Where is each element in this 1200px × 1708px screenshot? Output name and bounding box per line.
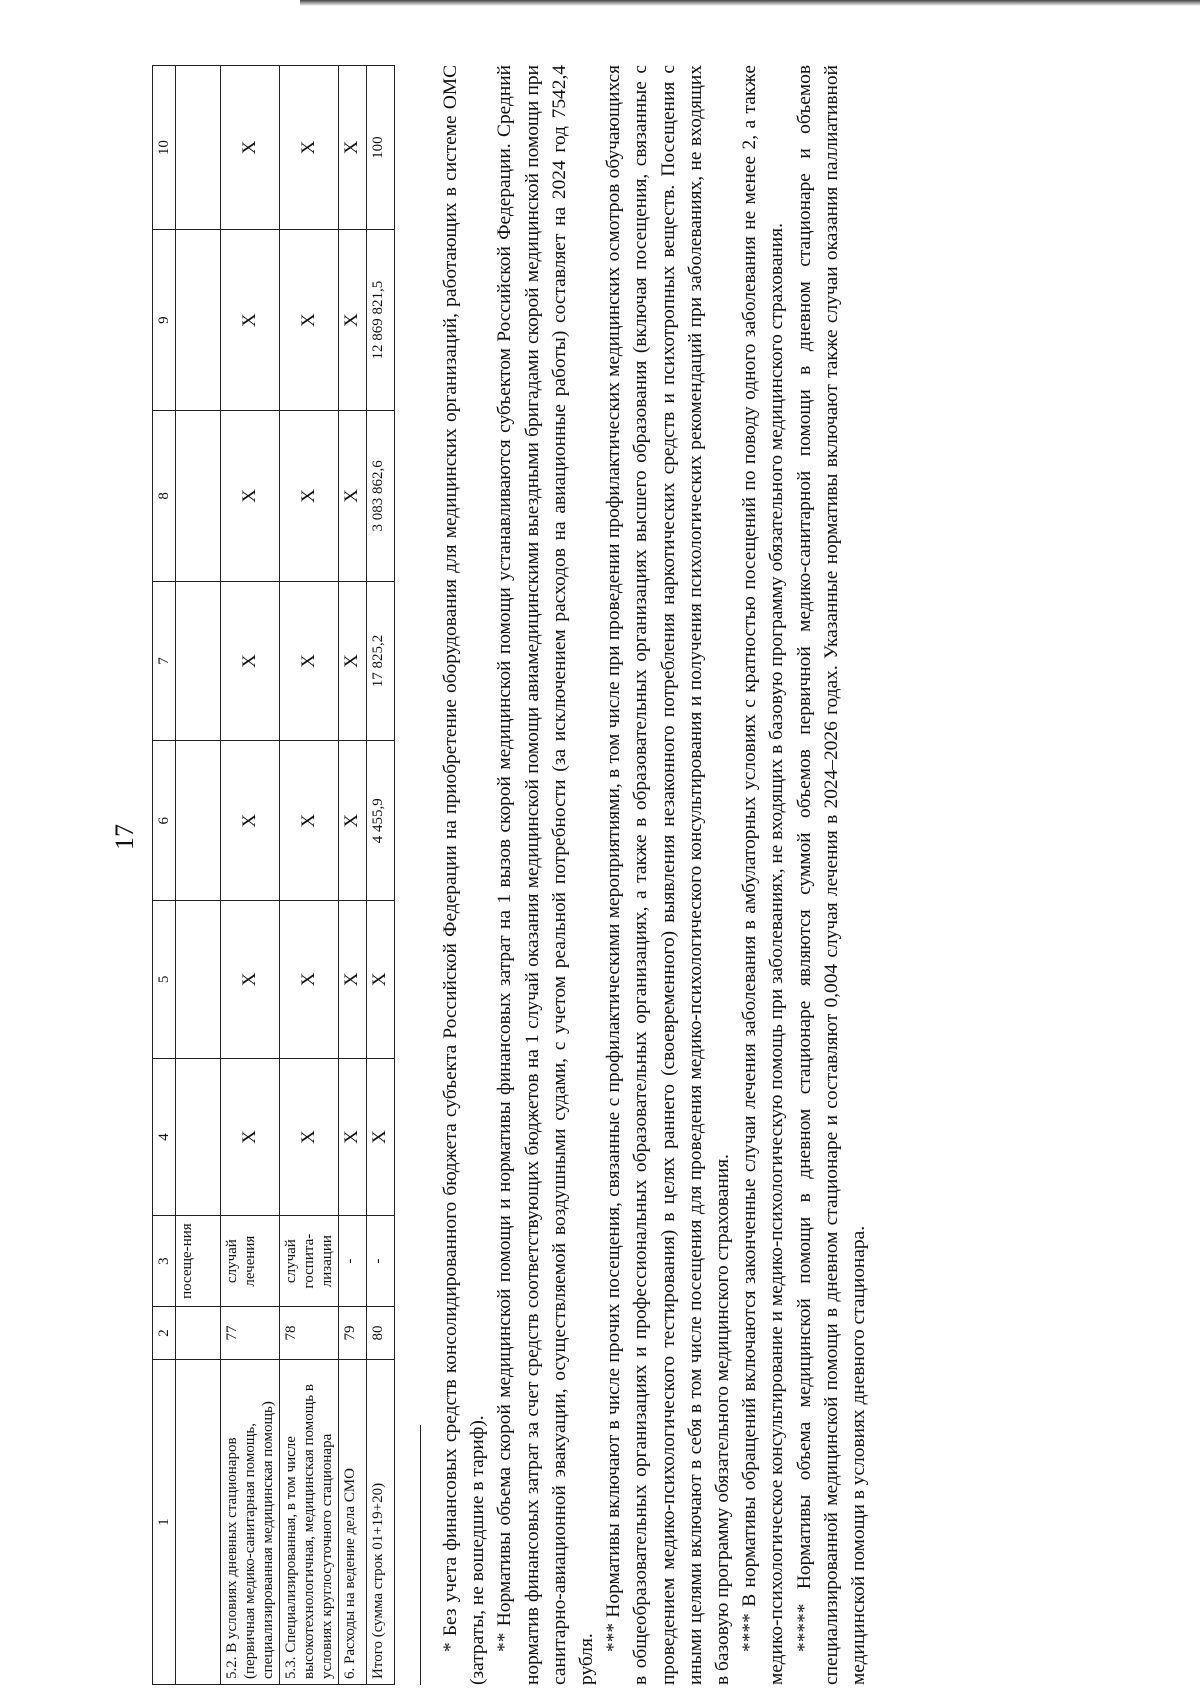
value-cell: X — [221, 581, 280, 741]
value-cell: X — [280, 901, 339, 1059]
value-cell: X — [221, 741, 280, 901]
value-cell: X — [339, 230, 367, 411]
row-name: Итого (сумма строк 01+19+20) — [366, 1360, 394, 1685]
value-cell: X — [339, 741, 367, 901]
header-cell: 1 — [153, 1360, 176, 1685]
row-name: 6. Расходы на ведение дела СМО — [339, 1360, 367, 1685]
footnote: ***** Нормативы объема медицинской помощи в дневном стационаре являются суммой объемов первичной медико-санитарной помощи в дневном стационаре и объемов специализированной медицинской помощи в дневном стационаре и составляют 0,004 случая лечения в 2024–2026 годах. Указанные нормативы включают также случаи оказания паллиативной медицинской помощи в условиях дневного стационара. — [793, 65, 870, 1685]
value-cell: X — [339, 581, 367, 741]
row-number: 80 — [366, 1306, 394, 1359]
value-cell: X — [339, 901, 367, 1059]
value-cell: X — [366, 901, 394, 1059]
value-cell: 4 455,9 — [366, 741, 394, 901]
value-cell: X — [339, 1058, 367, 1216]
header-cell: 9 — [153, 230, 176, 411]
unit-cell: случай госпита-лизации — [280, 1216, 339, 1307]
footnote: ** Нормативы объема скорой медицинской помощи и нормативы финансовых затрат на 1 вызов скорой медицинской помощи устанавливаются субъектом Российской Федерации. Средний норматив финансовых затрат за счет средств соответствующих бюджетов на 1 случай оказания медицинской помощи авиамедицинскими выездными бригадами скорой медицинской помощи при санитарно-авиационной эвакуации, осуществляемой воздушными судами, с учетом реальной потребности (за исключением расходов на авиационные работы) составляет на 2024 год 7542,4 рубля. — [494, 65, 598, 1685]
value-cell: X — [221, 1058, 280, 1216]
table-row — [176, 66, 221, 1685]
row-number: 79 — [339, 1306, 367, 1359]
header-cell: 3 — [153, 1216, 176, 1307]
value-cell: X — [221, 230, 280, 411]
footnote: *** Нормативы включают в числе прочих посещения, связанные с профилактическими мероприятиями, в том числе при проведении профилактических медицинских осмотров обучающихся в общеобразовательных организациях и профессиональных образовательных организациях, а также в образовательных организациях высшего образования (включая посещения, связанные с проведением медико-психологического тестирования) в целях раннего (своевременного) выявления незаконного потребления наркотических средств и психотропных веществ. Посещения с иными целями включают в себя в том числе посещения для проведения медико-психологического консультирования и получения психологических рекомендаций при заболеваниях, не входящих в базовую программу обязательного медицинского страхования. — [603, 65, 734, 1685]
unit-cell: - — [366, 1216, 394, 1307]
value-cell: X — [221, 66, 280, 230]
header-cell: 5 — [153, 901, 176, 1059]
header-cell: 8 — [153, 411, 176, 581]
unit-cell: - — [339, 1216, 367, 1307]
row-name: 5.3. Специализированная, в том числе высокотехнологичная, медицинская помощь в условиях круглосуточного стационара — [280, 1360, 339, 1685]
value-cell: X — [280, 581, 339, 741]
header-cell: 4 — [153, 1058, 176, 1216]
page-number: 17 — [110, 824, 139, 850]
row-number: 77 — [221, 1306, 280, 1359]
value-cell: X — [280, 411, 339, 581]
row-name: 5.2. В условиях дневных стационаров (первичная медико-санитарная помощь, специализированная медицинская помощь) — [221, 1360, 280, 1685]
value-cell: X — [280, 230, 339, 411]
value-cell: X — [366, 1058, 394, 1216]
table-row — [339, 66, 367, 1685]
header-cell: 6 — [153, 741, 176, 901]
value-cell: 3 083 862,6 — [366, 411, 394, 581]
footnotes — [420, 65, 872, 1685]
value-cell: X — [339, 66, 367, 230]
table-header-row — [153, 66, 176, 1685]
scan-top-edge — [300, 0, 1200, 6]
header-cell: 7 — [153, 581, 176, 741]
footnote: * Без учета финансовых средств консолидированного бюджета субъекта Российской Федерации на приобретение оборудования для медицинских организаций, работающих в системе ОМС (затраты, не вошедшие в тариф). — [440, 65, 489, 1685]
value-cell: X — [280, 66, 339, 230]
header-cell: 2 — [153, 1306, 176, 1359]
value-cell: 100 — [366, 66, 394, 230]
costs-table — [152, 65, 395, 1685]
header-cell: 10 — [153, 66, 176, 230]
value-cell: X — [339, 411, 367, 581]
unit-cell: посеще-ния — [176, 1216, 221, 1307]
rotated-page-content — [120, 65, 1180, 1685]
footnote: **** В нормативы обращений включаются законченные случаи лечения заболевания в амбулаторных условиях с кратностью посещений по поводу одного заболевания не менее 2, а также медико-психологическое консультирование и медико-психологическую помощь при заболеваниях, не входящих в базовую программу обязательного медицинского страхования. — [739, 65, 788, 1685]
table-row-total — [366, 66, 394, 1685]
value-cell: 12 869 821,5 — [366, 230, 394, 411]
footnote-separator — [420, 1425, 421, 1685]
value-cell: X — [221, 411, 280, 581]
value-cell: X — [221, 901, 280, 1059]
unit-cell: случай лечения — [221, 1216, 280, 1307]
table-row — [280, 66, 339, 1685]
row-number: 78 — [280, 1306, 339, 1359]
value-cell: X — [280, 741, 339, 901]
value-cell: X — [280, 1058, 339, 1216]
table-row — [221, 66, 280, 1685]
value-cell: 17 825,2 — [366, 581, 394, 741]
